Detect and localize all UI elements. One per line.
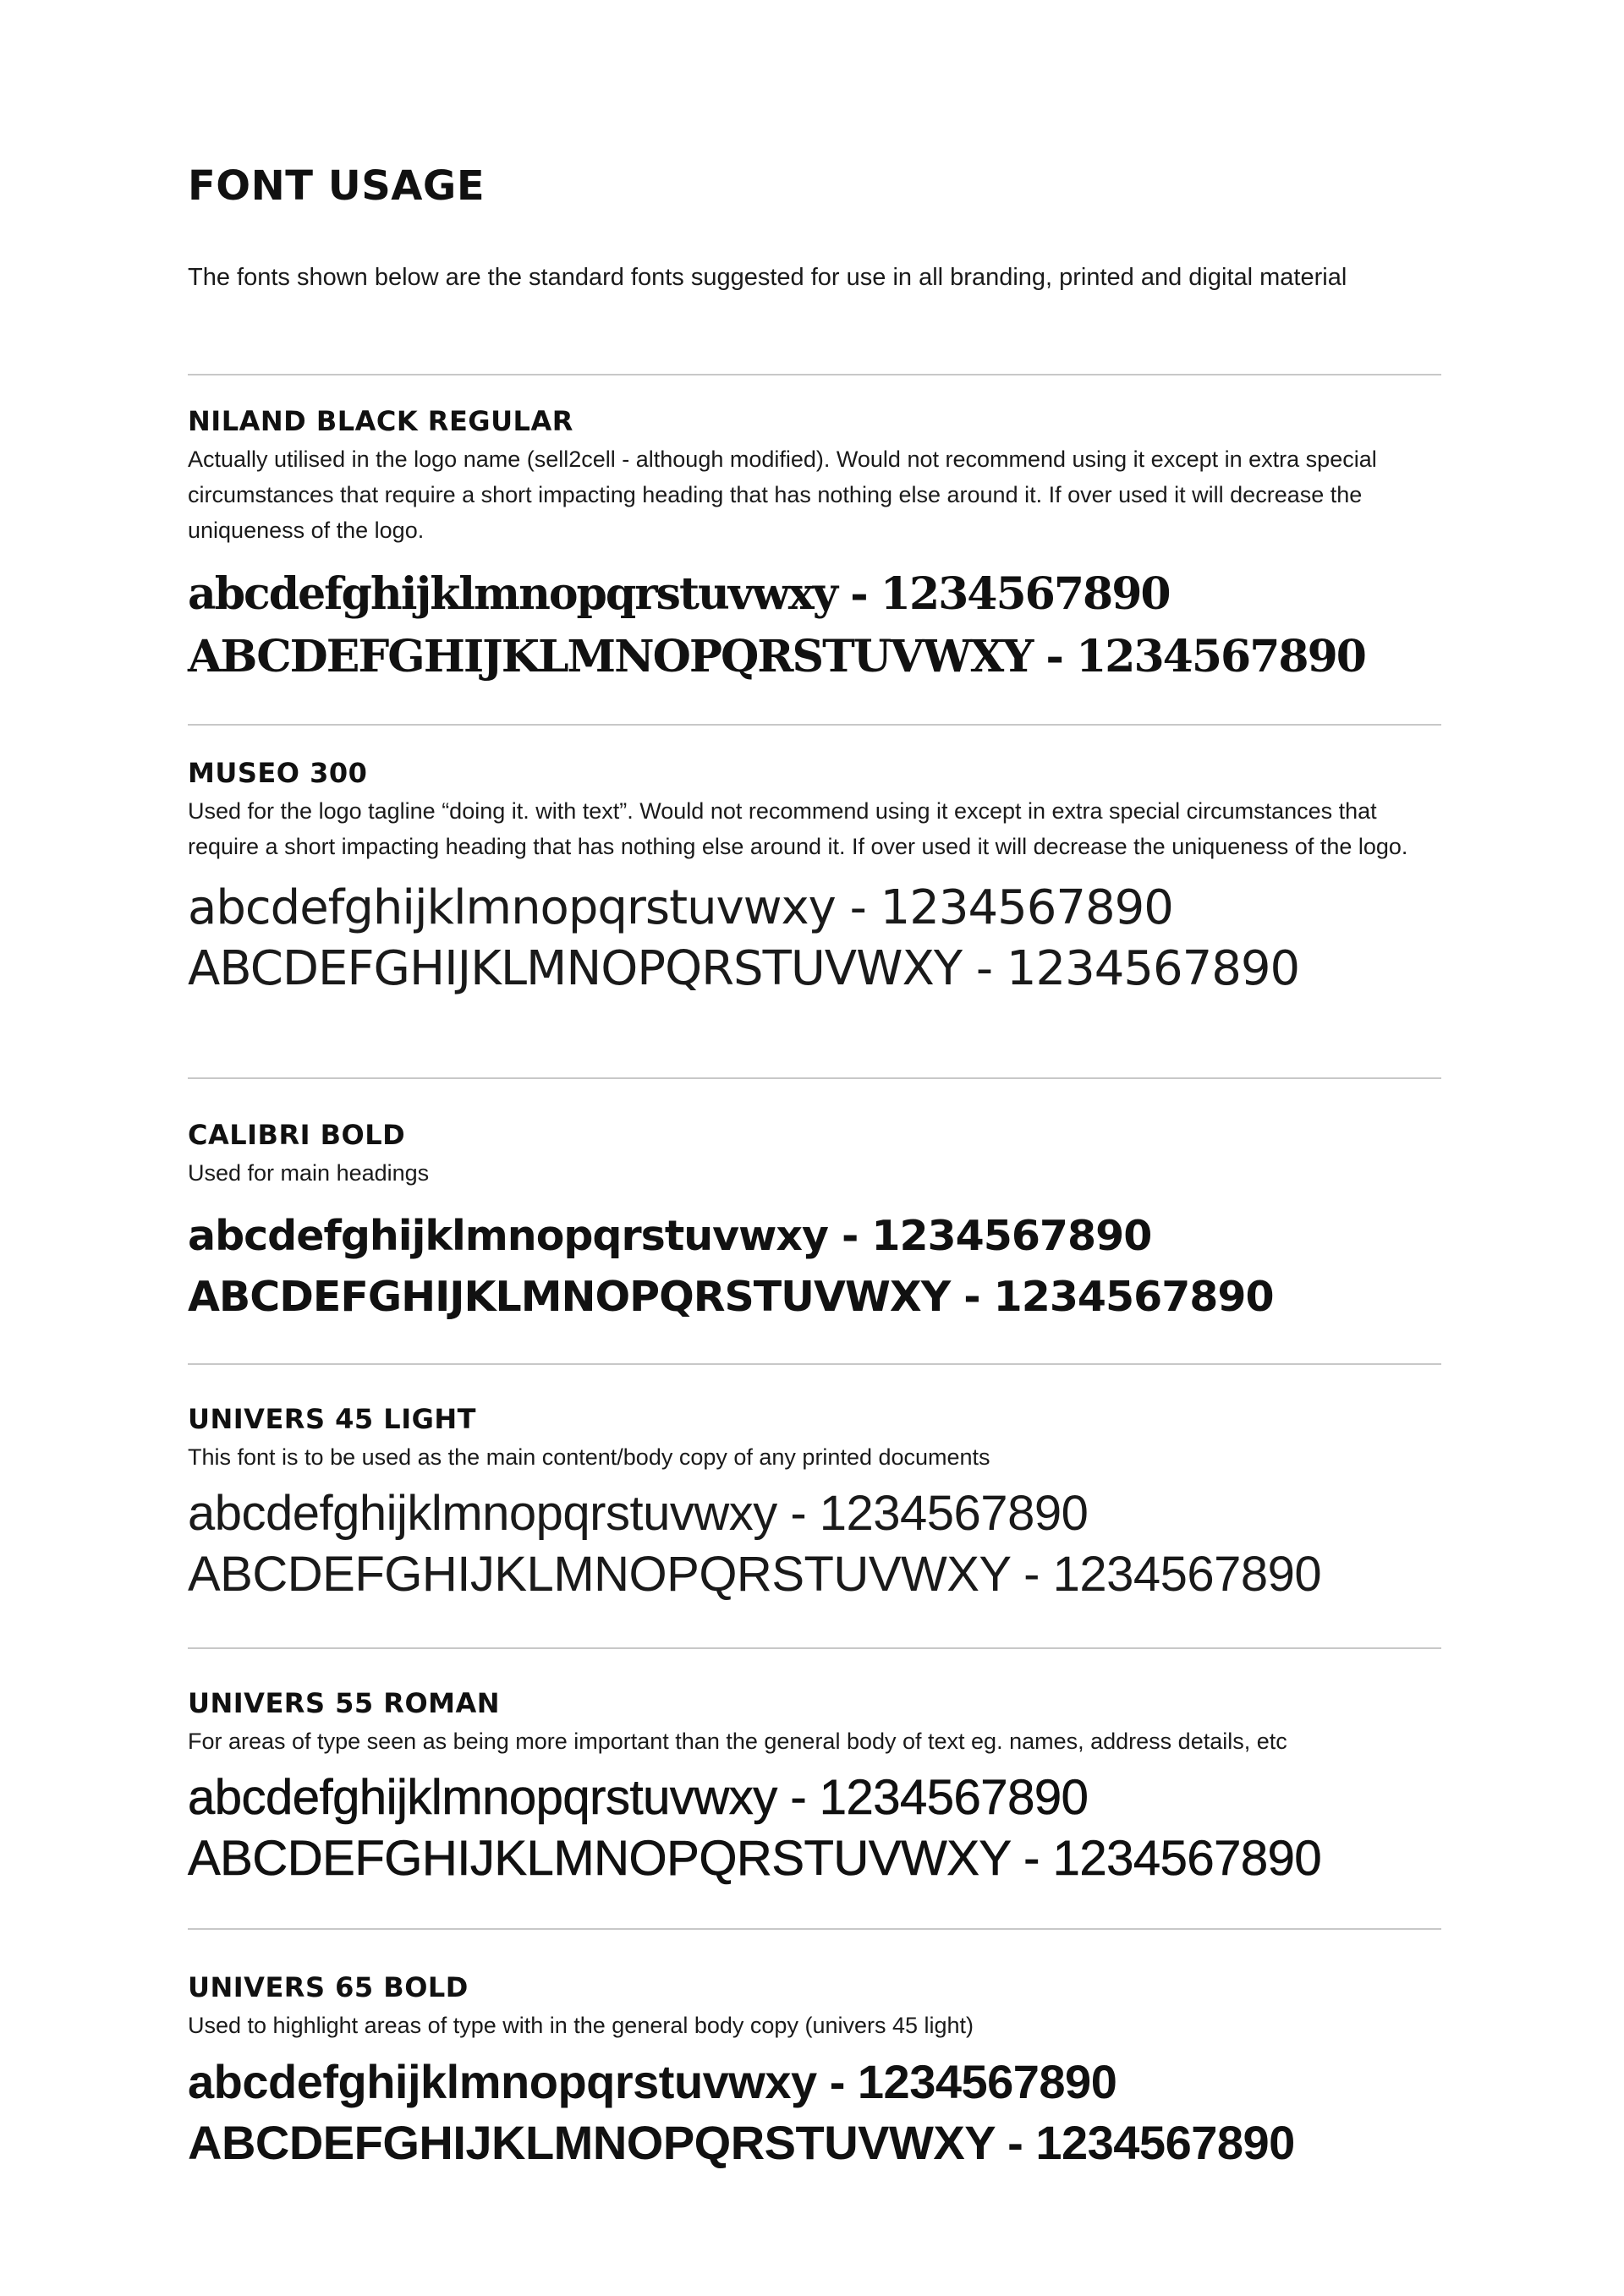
font-description: Used for main headings: [188, 1160, 430, 1186]
font-samples: [188, 1767, 1440, 1889]
sample-lowercase: abcdefghijklmnopqrstuvwxy - 1234567890: [188, 1212, 1152, 1260]
sample-lowercase: abcdefghijklmnopqrstuvwxy - 1234567890: [188, 1770, 1089, 1825]
divider: [188, 724, 1441, 726]
sample-lowercase: abcdefghijklmnopqrstuvwxy - 1234567890: [188, 880, 1173, 935]
font-section-calibri-bold: [188, 1118, 1440, 1328]
page-title: FONT USAGE: [188, 162, 486, 210]
font-name: MUSEO 300: [188, 757, 368, 789]
sample-lowercase: abcdefghijklmnopqrstuvwxy - 1234567890: [188, 1486, 1089, 1541]
divider: [188, 1647, 1441, 1649]
font-section-univers-55-roman: [188, 1686, 1440, 1889]
sample-uppercase: ABCDEFGHIJKLMNOPQRSTUVWXY - 1234567890: [188, 1273, 1274, 1321]
sample-uppercase: ABCDEFGHIJKLMNOPQRSTUVWXY - 1234567890: [188, 1831, 1322, 1886]
font-description: For areas of type seen as being more important than the general body of text eg. names, address details, etc: [188, 1729, 1287, 1754]
font-name: UNIVERS 55 ROMAN: [188, 1687, 501, 1719]
font-name: NILAND BLACK REGULAR: [188, 405, 573, 437]
font-samples: [188, 563, 1440, 688]
intro-text: The fonts shown below are the standard fonts suggested for use in all branding, printed and digital material: [188, 264, 1347, 291]
font-samples: [188, 878, 1440, 1000]
sample-uppercase: ABCDEFGHIJKLMNOPQRSTUVWXY - 1234567890: [188, 2116, 1295, 2169]
font-section-niland-black-regular: [188, 404, 1440, 688]
font-description: Used to highlight areas of type with in the general body copy (univers 45 light): [188, 2013, 974, 2038]
font-name: UNIVERS 65 BOLD: [188, 1971, 469, 2003]
font-samples: [188, 2052, 1440, 2173]
sample-uppercase: ABCDEFGHIJKLMNOPQRSTUVWXY - 1234567890: [188, 941, 1300, 996]
divider: [188, 374, 1441, 375]
font-description: Used for the logo tagline “doing it. with text”. Would not recommend using it except in extra special circumstances that require a short impacting heading that has nothing else around it. If over used it will decrease the uniqueness of the logo.: [188, 798, 1408, 859]
sample-lowercase: abcdefghijklmnopqrstuvwxy - 1234567890: [188, 568, 1170, 620]
sample-uppercase: ABCDEFGHIJKLMNOPQRSTUVWXY - 1234567890: [188, 1547, 1322, 1602]
font-name: CALIBRI BOLD: [188, 1119, 406, 1151]
font-section-univers-45-light: [188, 1402, 1440, 1605]
font-section-univers-65-bold: [188, 1970, 1440, 2173]
font-samples: [188, 1483, 1440, 1605]
sample-uppercase: ABCDEFGHIJKLMNOPQRSTUVWXY - 1234567890: [188, 631, 1365, 682]
font-description: This font is to be used as the main content/body copy of any printed documents: [188, 1444, 990, 1470]
divider: [188, 1928, 1441, 1930]
sample-lowercase: abcdefghijklmnopqrstuvwxy - 1234567890: [188, 2055, 1117, 2108]
divider: [188, 1363, 1441, 1365]
divider: [188, 1077, 1441, 1079]
font-description: Actually utilised in the logo name (sell2cell - although modified). Would not recommend using it except in extra special circumstances that require a short impacting heading that has nothing else around it. If over used it will decrease the uniqueness of the logo.: [188, 447, 1377, 543]
font-name: UNIVERS 45 LIGHT: [188, 1403, 476, 1435]
font-section-museo-300: [188, 756, 1440, 1000]
font-samples: [188, 1206, 1440, 1328]
